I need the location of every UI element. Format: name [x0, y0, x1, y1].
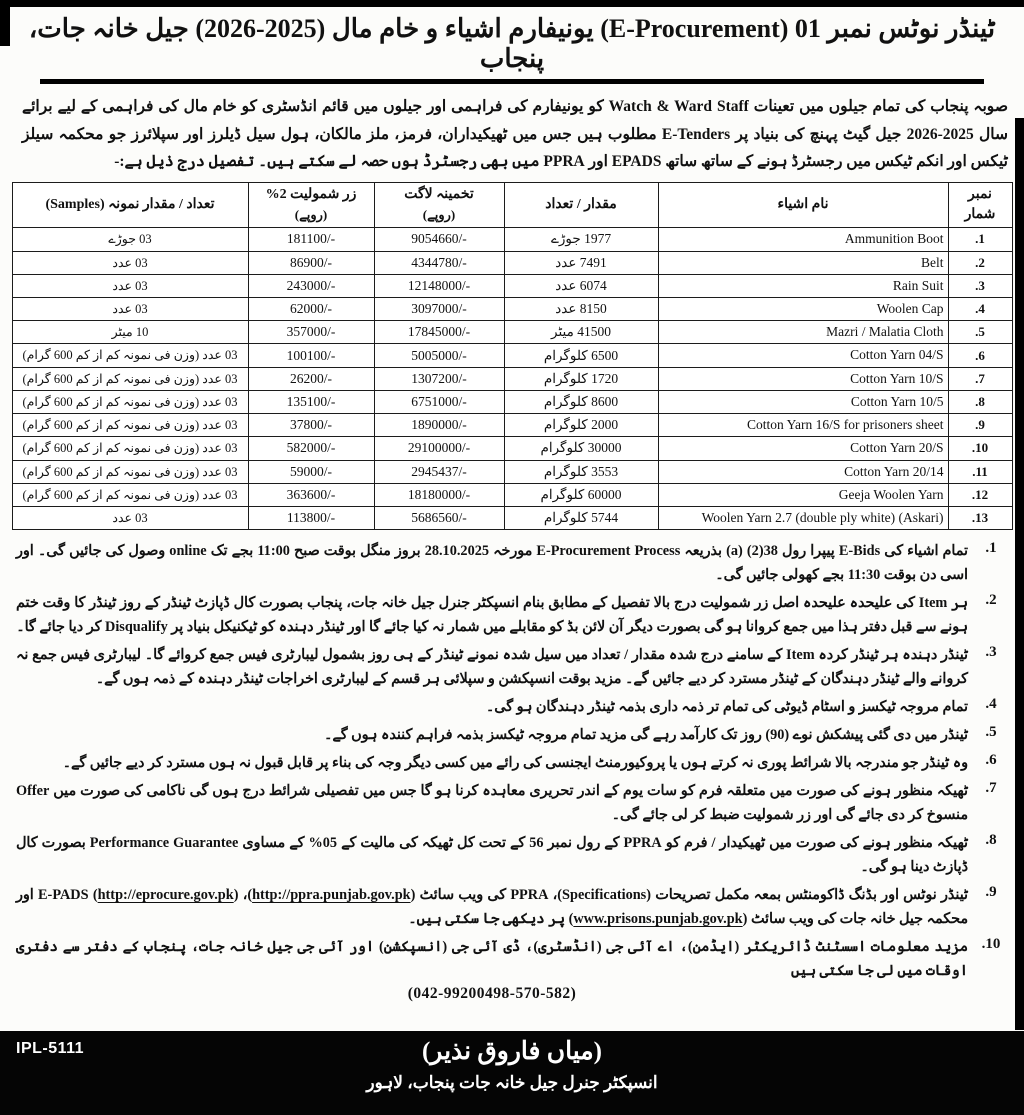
item-name-cell: Mazri / Malatia Cloth — [658, 321, 948, 344]
samples-cell: 03 عدد (وزن فی نمونہ کم از کم 600 گرام) — [12, 483, 248, 506]
item-name-cell: Cotton Yarn 20/14 — [658, 460, 948, 483]
item-name-cell: Cotton Yarn 10/5 — [658, 390, 948, 413]
condition-body — [16, 883, 968, 931]
samples-cell: 03 عدد (وزن فی نمونہ کم از کم 600 گرام) — [12, 390, 248, 413]
item-name-cell: Geeja Woolen Yarn — [658, 483, 948, 506]
serial-cell: 4. — [948, 297, 1012, 320]
condition-body — [16, 935, 968, 1003]
quantity-cell: 8150 عدد — [504, 297, 658, 320]
estimated-cost-cell: 1890000/- — [374, 414, 504, 437]
item-name-cell: Cotton Yarn 10/S — [658, 367, 948, 390]
samples-cell: 03 عدد (وزن فی نمونہ کم از کم 600 گرام) — [12, 414, 248, 437]
samples-cell: 03 عدد (وزن فی نمونہ کم از کم 600 گرام) — [12, 437, 248, 460]
item-name-cell: Ammunition Boot — [658, 228, 948, 251]
earnest-money-cell: 135100/- — [248, 390, 374, 413]
samples-cell: 03 جوڑے — [12, 228, 248, 251]
condition-item — [16, 643, 1014, 691]
condition-item — [16, 935, 1014, 1003]
condition-number: 5. — [985, 724, 997, 741]
serial-cell: 5. — [948, 321, 1012, 344]
condition-text: ٹینڈر میں دی گئی پیشکش نوے (90) روز تک کارآمد رہے گی مزید تمام مروجہ ٹیکسز بذمہ فراہم کنندہ ہوں گے۔ — [324, 727, 968, 744]
quantity-cell: 1720 کلوگرام — [504, 367, 658, 390]
table-row — [12, 228, 1012, 251]
quantity-cell: 1977 جوڑے — [504, 228, 658, 251]
condition-text: ہر Item کی علیحدہ علیحدہ اصل زر شمولیت درج بالا تفصیل کے مطابق بنام انسپکٹر جنرل جیل خانہ جات، پنجاب بصورت کال ڈپازٹ ٹینڈر کے روز ٹینڈر کا وقت ختم ہونے سے قبل دفتر ہذا میں جمع کروانا ہو گی بصورت دیگر آن لائن بڈ کو مقابلے میں شمار نہ کیا جائے گا اور ٹینڈر دہندہ کو ٹیکنیکل بنیاد پر Disqualify کر دیا جائے گا۔ — [16, 595, 968, 636]
estimated-cost-cell: 12148000/- — [374, 274, 504, 297]
table-header-row — [12, 182, 1012, 228]
col-header-samples: تعداد / مقدار نمونہ (Samples) — [12, 182, 248, 228]
table-row — [12, 506, 1012, 529]
quantity-cell: 6074 عدد — [504, 274, 658, 297]
serial-cell: 2. — [948, 251, 1012, 274]
estimated-cost-cell: 17845000/- — [374, 321, 504, 344]
table-body — [12, 228, 1012, 530]
earnest-money-cell: 86900/- — [248, 251, 374, 274]
item-name-cell: Woolen Yarn 2.7 (double ply white) (Askari) — [658, 506, 948, 529]
earnest-money-cell: 100100/- — [248, 344, 374, 367]
table-row — [12, 414, 1012, 437]
earnest-money-cell: 62000/- — [248, 297, 374, 320]
samples-cell: 03 عدد (وزن فی نمونہ کم از کم 600 گرام) — [12, 460, 248, 483]
col-header-quantity: مقدار / تعداد — [504, 182, 658, 228]
earnest-money-cell: 181100/- — [248, 228, 374, 251]
condition-body — [16, 751, 968, 775]
earnest-money-cell: 243000/- — [248, 274, 374, 297]
condition-text: تمام مروجہ ٹیکسز و اسٹام ڈیوٹی کی تمام تر ذمہ داری بذمہ ٹینڈر دہندگان ہو گی۔ — [485, 699, 968, 716]
earnest-money-cell: 59000/- — [248, 460, 374, 483]
col-header-cost-line2: (روپے) — [422, 206, 456, 222]
samples-cell: 03 عدد (وزن فی نمونہ کم از کم 600 گرام) — [12, 367, 248, 390]
col-header-serial: نمبر شمار — [948, 182, 1012, 228]
estimated-cost-cell: 9054660/- — [374, 228, 504, 251]
item-name-cell: Cotton Yarn 04/S — [658, 344, 948, 367]
serial-cell: 13. — [948, 506, 1012, 529]
condition-item — [16, 831, 1014, 879]
col-header-earnest — [248, 182, 374, 228]
condition-item — [16, 751, 1014, 775]
condition-text: وہ ٹینڈر جو مندرجہ بالا شرائط پوری نہ کرتے ہوں یا پروکیورمنٹ ایجنسی کی رائے میں کسی دیگر وجہ کی بناء پر قابل قبول نہ ہوں مسترد کر دیے جائیں گے۔ — [62, 755, 968, 772]
quantity-cell: 41500 میٹر — [504, 321, 658, 344]
estimated-cost-cell: 5005000/- — [374, 344, 504, 367]
quantity-cell: 2000 کلوگرام — [504, 414, 658, 437]
condition-number: 6. — [985, 752, 997, 769]
condition-text: ٹھیکہ منظور ہونے کی صورت میں ٹھیکیدار / فرم کو PPRA کے رول نمبر 56 کے تحت کل ٹھیکہ کی مالیت کے 05% کے مساوی Performance Guarantee بصورت کال ڈپازٹ دینا ہو گی۔ — [16, 835, 969, 876]
earnest-money-cell: 357000/- — [248, 321, 374, 344]
table-row — [12, 460, 1012, 483]
condition-text: ٹینڈر دہندہ ہر ٹینڈر کردہ Item کے سامنے درج شدہ مقدار / تعداد میں سیل شدہ نمونے ٹینڈر کے ہی روز بشمول لیبارٹری فیس جمع کروائے گا۔ لیبارٹری فیس جمع نہ کروانے والے ٹینڈر دہندگان کے ٹینڈر مسترد کر دیے جائیں گے۔ مزید بوقت انسپکشن و سپلائی ہر قسم کے لیبارٹری اخراجات ٹینڈر دہندہ کے ذمہ ہوں گے۔ — [16, 647, 969, 688]
tender-items-table — [12, 182, 1013, 530]
right-border-strip — [1015, 118, 1024, 1030]
condition-body — [16, 779, 968, 827]
table-row — [12, 251, 1012, 274]
ipl-number: IPL-5111 — [16, 1040, 85, 1057]
item-name-cell: Belt — [658, 251, 948, 274]
col-header-item: نام اشیاء — [658, 182, 948, 228]
col-header-earnest-line2: (روپے) — [294, 206, 328, 222]
condition-body — [16, 591, 968, 639]
col-header-cost-line1: تخمینہ لاگت — [404, 187, 474, 203]
website-url: http://ppra.punjab.gov.pk — [252, 887, 411, 904]
estimated-cost-cell: 18180000/- — [374, 483, 504, 506]
estimated-cost-cell: 3097000/- — [374, 297, 504, 320]
top-border-strip — [0, 0, 1024, 7]
condition-item — [16, 539, 1014, 587]
notice-title: ٹینڈر نوٹس نمبر 01 (E-Procurement) یونیفارم اشیاء و خام مال (2025-2026) جیل خانہ جات، پنجاب — [28, 14, 996, 73]
condition-item — [16, 723, 1014, 747]
earnest-money-cell: 37800/- — [248, 414, 374, 437]
table-row — [12, 297, 1012, 320]
website-url: http://eprocure.gov.pk — [97, 887, 234, 904]
condition-number: 9. — [985, 884, 997, 901]
earnest-money-cell: 582000/- — [248, 437, 374, 460]
item-name-cell: Cotton Yarn 16/S for prisoners sheet — [658, 414, 948, 437]
item-name-cell: Woolen Cap — [658, 297, 948, 320]
serial-cell: 8. — [948, 390, 1012, 413]
estimated-cost-cell: 29100000/- — [374, 437, 504, 460]
condition-number: 4. — [985, 696, 997, 713]
estimated-cost-cell: 6751000/- — [374, 390, 504, 413]
condition-body — [16, 723, 968, 747]
quantity-cell: 3553 کلوگرام — [504, 460, 658, 483]
serial-cell: 12. — [948, 483, 1012, 506]
quantity-cell: 60000 کلوگرام — [504, 483, 658, 506]
condition-item — [16, 779, 1014, 827]
top-left-corner-mark — [0, 0, 10, 46]
earnest-money-cell: 26200/- — [248, 367, 374, 390]
table-row — [12, 344, 1012, 367]
col-header-cost — [374, 182, 504, 228]
condition-text: ٹینڈر نوٹس اور بڈنگ ڈاکومنٹس بمعہ مکمل تصریحات (Specifications)، PPRA کی ویب سائٹ (http://ppra.punjab.gov.pk)، E-PADS (http://eprocure.gov.pk) اور محکمہ جیل خانہ جات کی ویب سائٹ (www.prisons.punjab.gov.pk) پر دیکھی جا سکتی ہیں۔ — [16, 887, 969, 928]
table-row — [12, 274, 1012, 297]
signatory-designation: انسپکٹر جنرل جیل خانہ جات پنجاب، لاہور — [366, 1073, 658, 1092]
estimated-cost-cell: 4344780/- — [374, 251, 504, 274]
quantity-cell: 30000 کلوگرام — [504, 437, 658, 460]
col-header-earnest-line1: زر شمولیت 2% — [265, 187, 357, 203]
serial-cell: 3. — [948, 274, 1012, 297]
condition-item — [16, 883, 1014, 931]
condition-number: 8. — [985, 832, 997, 849]
quantity-cell: 7491 عدد — [504, 251, 658, 274]
signature-block — [0, 1031, 1024, 1093]
serial-cell: 1. — [948, 228, 1012, 251]
samples-cell: 03 عدد (وزن فی نمونہ کم از کم 600 گرام) — [12, 344, 248, 367]
quantity-cell: 8600 کلوگرام — [504, 390, 658, 413]
condition-text: تمام اشیاء کی E-Bids پیپرا رول 38(2) (a) بذریعہ E-Procurement Process مورخہ 28.10.2025 بروز منگل بوقت صبح 11:00 بجے تک online وصول کی جائیں گی۔ اور اسی دن بوقت 11:30 بجے کھولی جائیں گی۔ — [16, 543, 968, 584]
serial-cell: 11. — [948, 460, 1012, 483]
table-row — [12, 367, 1012, 390]
samples-cell: 03 عدد — [12, 251, 248, 274]
phone-number: (042-99200498-570-582) — [407, 985, 577, 1003]
condition-body — [16, 831, 968, 879]
condition-item — [16, 591, 1014, 639]
earnest-money-cell: 113800/- — [248, 506, 374, 529]
footer-band — [0, 1031, 1024, 1115]
serial-cell: 6. — [948, 344, 1012, 367]
item-name-cell: Rain Suit — [658, 274, 948, 297]
condition-text: مزید معلومات اسسٹنٹ ڈائریکٹر (ایڈمن)، اے آئی جی (انڈسٹری)، ڈی آئی جی (انسپکشن) اور آئی جی جیل خانہ جات، پنجاب کے دفتر سے دفتری اوقات میں لی جا سکتی ہیں — [16, 939, 968, 980]
serial-cell: 10. — [948, 437, 1012, 460]
table-row — [12, 321, 1012, 344]
earnest-money-cell: 363600/- — [248, 483, 374, 506]
title-underline — [40, 79, 984, 84]
samples-cell: 03 عدد — [12, 274, 248, 297]
signatory-name: (میاں فاروق نذیر) — [421, 1038, 602, 1065]
conditions-list — [16, 539, 1014, 1003]
condition-body — [16, 539, 968, 587]
quantity-cell: 5744 کلوگرام — [504, 506, 658, 529]
intro-paragraph: صوبہ پنجاب کی تمام جیلوں میں تعینات Watch & Ward Staff کو یونیفارم کی فراہمی اور جیلوں میں قائم انڈسٹری کو خام مال کی فراہمی کے لیے برائے سال 2025-2026 جیل گیٹ پہنچ کی بنیاد پر E-Tenders مطلوب ہیں جس میں ٹھیکیداران، فرمز، ملز مالکان، ہول سیل ڈیلرز اور سپلائرز جو محکمہ سیلز ٹیکس اور انکم ٹیکس میں رجسٹرڈ ہونے کے ساتھ ساتھ EPADS اور PPRA میں بھی رجسٹرڈ ہوں حصہ لے سکتے ہیں۔ تفصیل درج ذیل ہے:- — [22, 98, 1008, 171]
samples-cell: 10 میٹر — [12, 321, 248, 344]
condition-number: 1. — [985, 540, 997, 557]
estimated-cost-cell: 2945437/- — [374, 460, 504, 483]
estimated-cost-cell: 5686560/- — [374, 506, 504, 529]
website-url: www.prisons.punjab.gov.pk — [573, 911, 743, 928]
quantity-cell: 6500 کلوگرام — [504, 344, 658, 367]
condition-number: 2. — [985, 592, 997, 609]
table-row — [12, 483, 1012, 506]
table-row — [12, 390, 1012, 413]
samples-cell: 03 عدد — [12, 297, 248, 320]
condition-body — [16, 695, 968, 719]
condition-number: 7. — [985, 780, 997, 797]
condition-text: ٹھیکہ منظور ہونے کی صورت میں متعلقہ فرم کو سات یوم کے اندر تحریری معاہدہ کرنا ہو گا جس میں تفصیلی شرائط درج ہوں گی ناکامی کی صورت میں Offer منسوخ کر دی جائے گی اور زر شمولیت ضبط کر لی جائے گی۔ — [16, 783, 968, 824]
estimated-cost-cell: 1307200/- — [374, 367, 504, 390]
serial-cell: 7. — [948, 367, 1012, 390]
item-name-cell: Cotton Yarn 20/S — [658, 437, 948, 460]
condition-number: 10. — [981, 936, 1001, 953]
condition-body — [16, 643, 968, 691]
table-row — [12, 437, 1012, 460]
samples-cell: 03 عدد — [12, 506, 248, 529]
condition-item — [16, 695, 1014, 719]
condition-number: 3. — [985, 644, 997, 661]
serial-cell: 9. — [948, 414, 1012, 437]
